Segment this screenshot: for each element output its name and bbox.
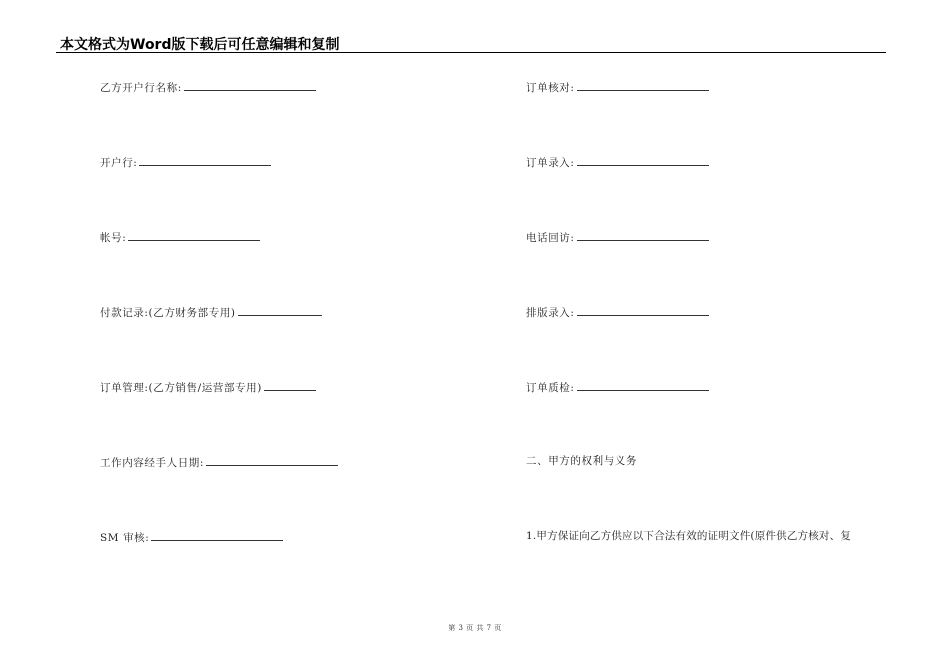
fill-in-blank — [206, 454, 338, 466]
field-sm-review — [100, 529, 283, 545]
fill-in-blank — [264, 379, 316, 391]
fill-in-blank — [577, 79, 709, 91]
field-order-check — [526, 79, 709, 95]
field-label: 订单质检: — [526, 382, 575, 394]
fill-in-blank — [151, 529, 283, 541]
field-order-management — [100, 379, 316, 395]
paragraph-text: 1.甲方保证向乙方供应以下合法有效的证明文件(原件供乙方核对、复 — [526, 530, 852, 542]
fill-in-blank — [128, 229, 260, 241]
field-handler-date — [100, 454, 338, 470]
fill-in-blank — [577, 229, 709, 241]
field-label: 电话回访: — [526, 232, 575, 244]
fill-in-blank — [184, 79, 316, 91]
field-label: SM 审核: — [100, 532, 150, 544]
header-divider — [56, 52, 886, 53]
field-label: 订单核对: — [526, 82, 575, 94]
field-bank — [100, 154, 271, 170]
field-label: 工作内容经手人日期: — [100, 457, 205, 469]
field-label: 帐号: — [100, 232, 127, 244]
fill-in-blank — [577, 304, 709, 316]
fill-in-blank — [577, 379, 709, 391]
field-label: 排版录入: — [526, 307, 575, 319]
fill-in-blank — [238, 304, 322, 316]
field-account-number — [100, 229, 260, 245]
fill-in-blank — [577, 154, 709, 166]
field-label: 开户行: — [100, 157, 138, 169]
field-order-entry — [526, 154, 709, 170]
field-label: 付款记录:(乙方财务部专用) — [100, 307, 236, 319]
fill-in-blank — [139, 154, 271, 166]
field-payment-record — [100, 304, 322, 320]
field-bank-account-name — [100, 79, 316, 95]
page-number: 第 3 页 共 7 页 — [448, 624, 502, 632]
page-header-title: 本文格式为Word版下载后可任意编辑和复制 — [60, 37, 340, 53]
section-heading: 二、甲方的权利与义务 — [526, 455, 637, 467]
field-typesetting-entry — [526, 304, 709, 320]
field-phone-followup — [526, 229, 709, 245]
field-order-qc — [526, 379, 709, 395]
field-label: 乙方开户行名称: — [100, 82, 182, 94]
field-label: 订单管理:(乙方销售/运营部专用) — [100, 382, 262, 394]
field-label: 订单录入: — [526, 157, 575, 169]
